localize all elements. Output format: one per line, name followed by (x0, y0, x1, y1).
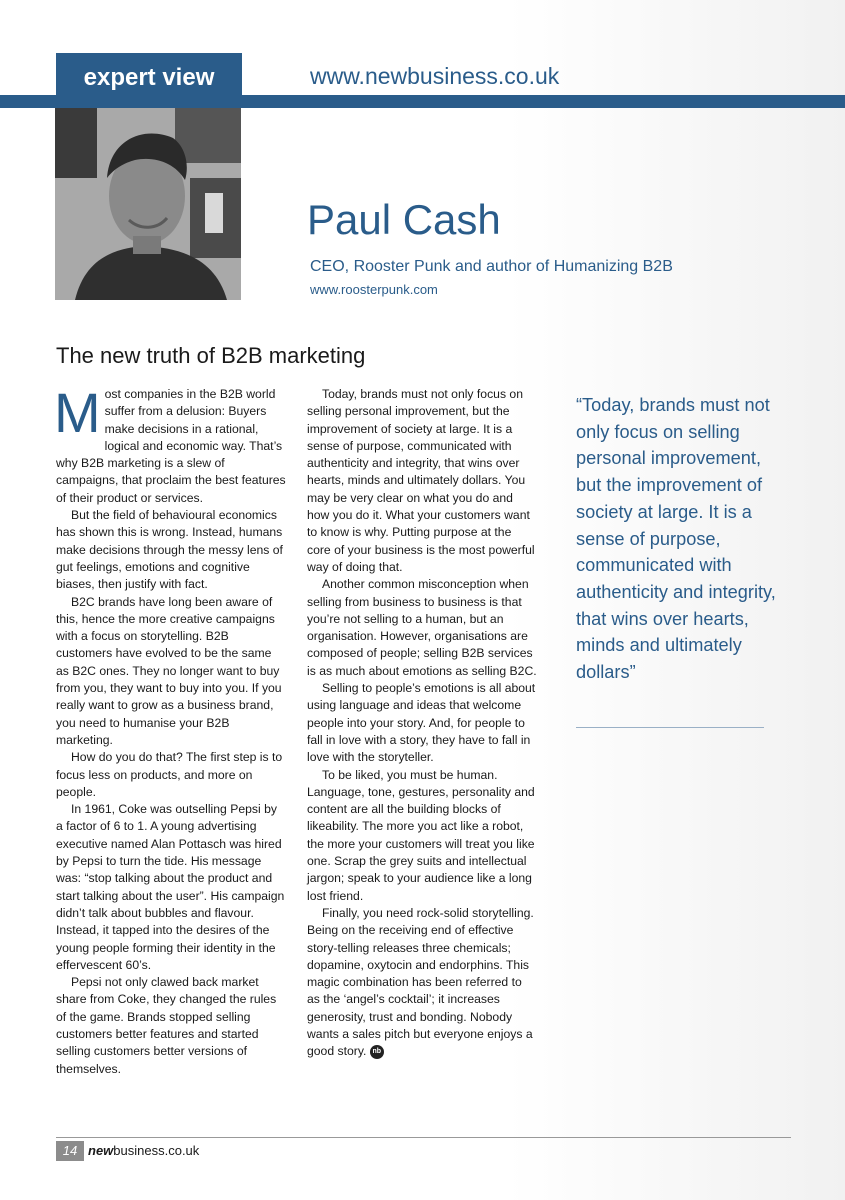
footer-rule (56, 1137, 791, 1138)
pull-quote-rule (576, 727, 764, 728)
author-photo (55, 108, 241, 300)
paragraph: But the field of behavioural economics has shown this is wrong. Instead, humans make decisions through the messy lens of gut feelings, emotions and cognitive biases, then justify with fact. (56, 508, 283, 592)
site-url: www.newbusiness.co.uk (310, 63, 560, 89)
article-column-1 (54, 381, 286, 1078)
footer-brand-bold: new (88, 1143, 114, 1158)
portrait-illustration (55, 108, 241, 300)
paragraph: Today, brands must not only focus on selling personal improvement, but the improvement of society at large. It is a sense of purpose, communicated with authenticity and integrity, that wins over hearts, minds and ultimately dollars. You may be very clear on what you do and how you do it. What your customers want to know is why. Putting purpose at the core of your business is the most powerful way of doing that. (307, 387, 535, 574)
pull-quote: “Today, brands must not only focus on selling personal improvement, but the improvement of society at large. It is a sense of purpose, communicated with authenticity and integrity, that wins over hearts, minds and ultimately dollars” (576, 395, 776, 683)
paragraph: Another common misconception when selling from business to business is that you’re not selling to a human, but an organisation. However, organisations are composed of people; selling B2B services is as much about emotions as selling B2C. (307, 577, 537, 678)
section-label: expert view (56, 53, 242, 103)
author-role: CEO, Rooster Punk and author of Humanizing B2B (310, 258, 673, 275)
author-name: Paul Cash (307, 196, 501, 243)
paragraph: B2C brands have long been aware of this, hence the more creative campaigns with a focus on storytelling. B2B customers have evolved to be the same as B2C ones. They no longer want to buy from you, they want to buy into you. If you really want to grow as a business brand, you need to humanise your B2B marketing. (56, 594, 282, 747)
author-website: www.roosterpunk.com (310, 282, 438, 297)
paragraph (54, 381, 286, 507)
paragraph-text: Finally, you need rock-solid storytelling. Being on the receiving end of effective story-telling releases three chemicals; dopamine, oxytocin and endorphins. This magic combination has been referred to as the ‘angel’s cocktail’; it increases generosity, trust and bonding. Nobody wants a sales pitch but everyone enjoys a good story. (307, 905, 534, 1059)
paragraph: Pepsi not only clawed back market share from Coke, they changed the rules of the game. Brands stopped selling customers better features and started selling customers better versions of themselves. (56, 975, 277, 1076)
paragraph: In 1961, Coke was outselling Pepsi by a factor of 6 to 1. A young advertising executive named Alan Pottasch was hired by Pepsi to turn the tide. His message was: “stop talking about the product and start talking about the user”. His campaign didn’t talk about bubbles and flavour. Instead, it tapped into the desires of the young people forming their identity in the effervescent 60’s. (56, 802, 285, 972)
drop-cap: M (54, 381, 101, 444)
end-mark-icon: nb (370, 1045, 384, 1059)
paragraph: Selling to people’s emotions is all about using language and ideas that welcome people into your story. And, for people to fall in love with a story, they have to fall in love with the storyteller. (307, 681, 536, 765)
footer-brand (88, 1141, 199, 1161)
page-number: 14 (56, 1141, 84, 1161)
paragraph-text: ost companies in the B2B world suffer from a delusion: Buyers make decisions in a rational, logical and economic way. That’s why B2B marketing is a slew of campaigns, that proclaim the best features of their product or services. (56, 387, 286, 505)
paragraph: How do you do that? The first step is to focus less on products, and more on people. (56, 750, 283, 799)
article-headline: The new truth of B2B marketing (56, 343, 366, 368)
article-column-2 (307, 386, 537, 1061)
paragraph (307, 905, 537, 1061)
paragraph: To be liked, you must be human. Language, tone, gestures, personality and content are all the building blocks of likeability. The more you act like a robot, the more your customers will treat you like one. Scrap the grey suits and intellectual jargon; speak to your audience like a long lost friend. (307, 767, 535, 903)
footer-brand-rest: business.co.uk (113, 1143, 200, 1158)
